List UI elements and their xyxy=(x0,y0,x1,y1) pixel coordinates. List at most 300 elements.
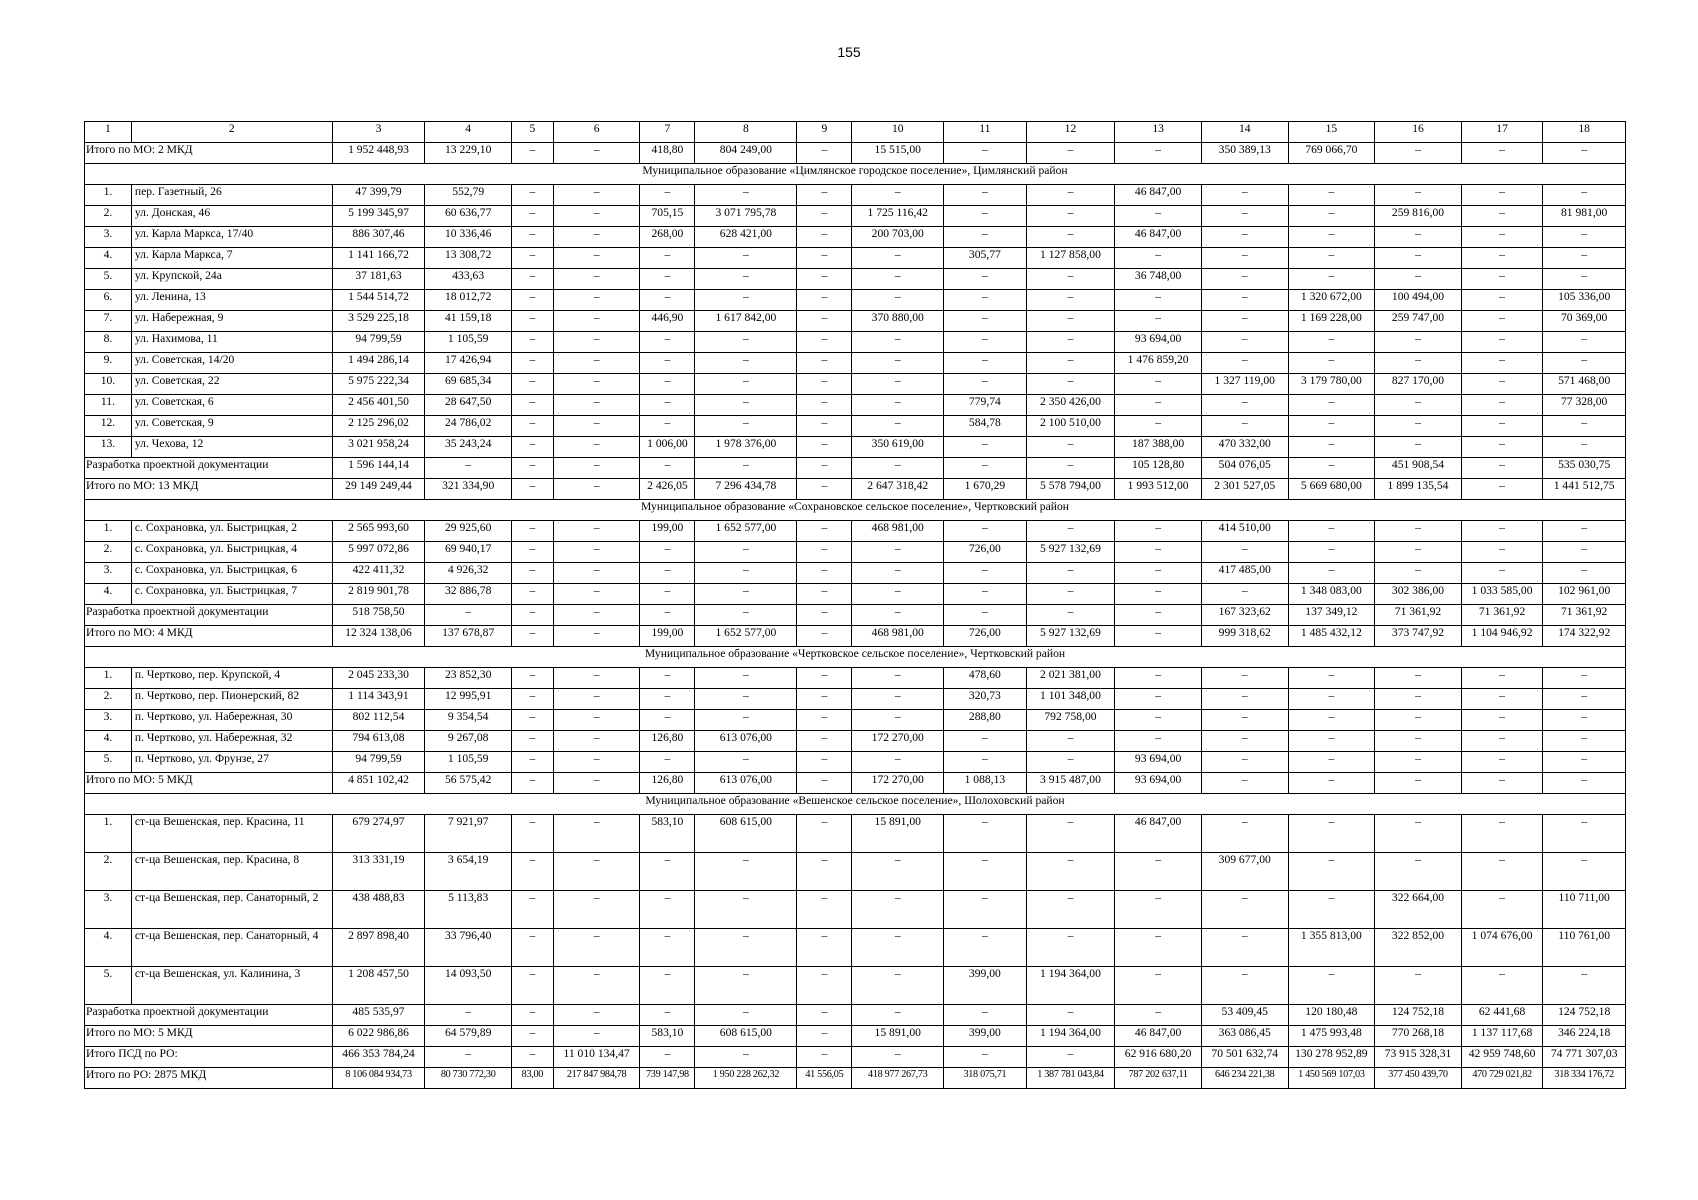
value-cell: – xyxy=(1201,967,1288,1005)
value-cell: 318 334 176,72 xyxy=(1543,1068,1626,1089)
total-row xyxy=(85,1005,1626,1026)
value-cell: 446,90 xyxy=(640,311,695,332)
table-row xyxy=(85,290,1626,311)
value-cell: – xyxy=(640,584,695,605)
value-cell: 53 409,45 xyxy=(1201,1005,1288,1026)
value-cell: – xyxy=(1115,143,1202,164)
value-cell: – xyxy=(944,929,1027,967)
value-cell: 167 323,62 xyxy=(1201,605,1288,626)
section-title: Муниципальное образование «Цимлянское городское поселение», Цимлянский район xyxy=(85,164,1626,185)
value-cell: 466 353 784,24 xyxy=(332,1047,425,1068)
total-label: Итого по МО: 5 МКД xyxy=(85,1026,333,1047)
row-number: 4. xyxy=(85,731,132,752)
value-cell: – xyxy=(944,206,1027,227)
row-number: 4. xyxy=(85,248,132,269)
row-number: 9. xyxy=(85,353,132,374)
value-cell: 1 208 457,50 xyxy=(332,967,425,1005)
value-cell: – xyxy=(553,710,640,731)
value-cell: 1 088,13 xyxy=(944,773,1027,794)
row-number: 3. xyxy=(85,563,132,584)
value-cell: – xyxy=(553,584,640,605)
value-cell: 470 332,00 xyxy=(1201,437,1288,458)
value-cell: – xyxy=(1026,1047,1115,1068)
value-cell: 2 350 426,00 xyxy=(1026,395,1115,416)
value-cell: 6 022 986,86 xyxy=(332,1026,425,1047)
value-cell: – xyxy=(1026,227,1115,248)
value-cell: 70 369,00 xyxy=(1543,311,1626,332)
value-cell: – xyxy=(553,437,640,458)
value-cell: – xyxy=(1461,689,1543,710)
address-cell: ул. Нахимова, 11 xyxy=(131,332,332,353)
value-cell: 705,15 xyxy=(640,206,695,227)
value-cell: 318 075,71 xyxy=(944,1068,1027,1089)
value-cell: – xyxy=(852,668,944,689)
value-cell: – xyxy=(852,605,944,626)
value-cell: 451 908,54 xyxy=(1375,458,1462,479)
value-cell: 3 071 795,78 xyxy=(695,206,797,227)
value-cell: – xyxy=(1461,815,1543,853)
total-row xyxy=(85,143,1626,164)
column-header: 8 xyxy=(695,122,797,143)
value-cell: – xyxy=(1115,563,1202,584)
value-cell: – xyxy=(1026,332,1115,353)
value-cell: 886 307,46 xyxy=(332,227,425,248)
address-cell: ст-ца Вешенская, пер. Красина, 8 xyxy=(131,853,332,891)
total-label: Итого по РО: 2875 МКД xyxy=(85,1068,333,1089)
value-cell: 613 076,00 xyxy=(695,731,797,752)
value-cell: 399,00 xyxy=(944,967,1027,1005)
value-cell: – xyxy=(944,1047,1027,1068)
total-row xyxy=(85,773,1626,794)
address-cell: ул. Набережная, 9 xyxy=(131,311,332,332)
value-cell: – xyxy=(1461,542,1543,563)
value-cell: – xyxy=(1461,563,1543,584)
value-cell: – xyxy=(797,206,852,227)
value-cell: – xyxy=(695,332,797,353)
value-cell: 1 978 376,00 xyxy=(695,437,797,458)
value-cell: – xyxy=(1375,853,1462,891)
value-cell: 1 141 166,72 xyxy=(332,248,425,269)
value-cell: 199,00 xyxy=(640,626,695,647)
value-cell: – xyxy=(944,311,1027,332)
column-header: 17 xyxy=(1461,122,1543,143)
value-cell: – xyxy=(1115,710,1202,731)
value-cell: 7 921,97 xyxy=(425,815,512,853)
address-cell: п. Чертково, пер. Крупской, 4 xyxy=(131,668,332,689)
column-header: 7 xyxy=(640,122,695,143)
value-cell: 64 579,89 xyxy=(425,1026,512,1047)
value-cell: – xyxy=(512,374,554,395)
row-number: 4. xyxy=(85,929,132,967)
table-row xyxy=(85,248,1626,269)
value-cell: 438 488,83 xyxy=(332,891,425,929)
value-cell: – xyxy=(1375,668,1462,689)
value-cell: – xyxy=(944,605,1027,626)
table-row xyxy=(85,853,1626,891)
value-cell: – xyxy=(944,752,1027,773)
value-cell: – xyxy=(944,437,1027,458)
row-number: 2. xyxy=(85,542,132,563)
value-cell: 504 076,05 xyxy=(1201,458,1288,479)
value-cell: – xyxy=(640,563,695,584)
value-cell: 5 997 072,86 xyxy=(332,542,425,563)
value-cell: 478,60 xyxy=(944,668,1027,689)
value-cell: 1 485 432,12 xyxy=(1288,626,1375,647)
value-cell: 46 847,00 xyxy=(1115,1026,1202,1047)
value-cell: – xyxy=(1375,521,1462,542)
value-cell: – xyxy=(425,458,512,479)
row-number: 3. xyxy=(85,710,132,731)
row-number: 4. xyxy=(85,584,132,605)
value-cell: 794 613,08 xyxy=(332,731,425,752)
total-label: Итого по МО: 5 МКД xyxy=(85,773,333,794)
value-cell: – xyxy=(553,206,640,227)
row-number: 12. xyxy=(85,416,132,437)
value-cell: – xyxy=(553,311,640,332)
value-cell: 1 104 946,92 xyxy=(1461,626,1543,647)
value-cell: 1 105,59 xyxy=(425,752,512,773)
value-cell: – xyxy=(944,563,1027,584)
value-cell: – xyxy=(695,891,797,929)
value-cell: 15 515,00 xyxy=(852,143,944,164)
value-cell: – xyxy=(797,416,852,437)
value-cell: – xyxy=(852,185,944,206)
value-cell: – xyxy=(797,395,852,416)
value-cell: – xyxy=(553,668,640,689)
value-cell: – xyxy=(553,374,640,395)
value-cell: – xyxy=(512,311,554,332)
value-cell: – xyxy=(512,773,554,794)
value-cell: – xyxy=(553,731,640,752)
value-cell: – xyxy=(553,689,640,710)
value-cell: – xyxy=(1288,521,1375,542)
value-cell: 93 694,00 xyxy=(1115,332,1202,353)
value-cell: – xyxy=(640,853,695,891)
value-cell: 792 758,00 xyxy=(1026,710,1115,731)
value-cell: 46 847,00 xyxy=(1115,815,1202,853)
column-header: 15 xyxy=(1288,122,1375,143)
value-cell: 1 544 514,72 xyxy=(332,290,425,311)
value-cell: – xyxy=(797,374,852,395)
value-cell: – xyxy=(1543,668,1626,689)
value-cell: 1 320 672,00 xyxy=(1288,290,1375,311)
value-cell: – xyxy=(512,668,554,689)
value-cell: – xyxy=(695,1047,797,1068)
value-cell: – xyxy=(1288,458,1375,479)
value-cell: – xyxy=(512,479,554,500)
value-cell: 80 730 772,30 xyxy=(425,1068,512,1089)
value-cell: – xyxy=(1461,185,1543,206)
value-cell: 1 127 858,00 xyxy=(1026,248,1115,269)
value-cell: – xyxy=(425,1005,512,1026)
value-cell: 3 179 780,00 xyxy=(1288,374,1375,395)
table-row xyxy=(85,311,1626,332)
value-cell: 74 771 307,03 xyxy=(1543,1047,1626,1068)
section-title: Муниципальное образование «Чертковское сельское поселение», Чертковский район xyxy=(85,647,1626,668)
value-cell: – xyxy=(944,521,1027,542)
value-cell: – xyxy=(553,1026,640,1047)
value-cell: – xyxy=(1543,521,1626,542)
value-cell: – xyxy=(797,1047,852,1068)
value-cell: – xyxy=(695,967,797,1005)
value-cell: 399,00 xyxy=(944,1026,1027,1047)
value-cell: 322 852,00 xyxy=(1375,929,1462,967)
value-cell: 769 066,70 xyxy=(1288,143,1375,164)
value-cell: 804 249,00 xyxy=(695,143,797,164)
value-cell: 12 995,91 xyxy=(425,689,512,710)
table-row xyxy=(85,374,1626,395)
value-cell: – xyxy=(1115,206,1202,227)
total-row xyxy=(85,1068,1626,1089)
value-cell: 110 761,00 xyxy=(1543,929,1626,967)
value-cell: – xyxy=(1543,269,1626,290)
value-cell: 1 033 585,00 xyxy=(1461,584,1543,605)
value-cell: – xyxy=(944,891,1027,929)
value-cell: 174 322,92 xyxy=(1543,626,1626,647)
value-cell: 1 387 781 043,84 xyxy=(1026,1068,1115,1089)
value-cell: 46 847,00 xyxy=(1115,185,1202,206)
table-row xyxy=(85,929,1626,967)
value-cell: – xyxy=(852,1047,944,1068)
column-header-row xyxy=(85,122,1626,143)
value-cell: – xyxy=(944,143,1027,164)
value-cell: – xyxy=(640,416,695,437)
value-cell: – xyxy=(1026,143,1115,164)
value-cell: 71 361,92 xyxy=(1461,605,1543,626)
value-cell: – xyxy=(852,332,944,353)
section-title: Муниципальное образование «Сохрановское сельское поселение», Чертковский район xyxy=(85,500,1626,521)
address-cell: с. Сохрановка, ул. Быстрицкая, 4 xyxy=(131,542,332,563)
value-cell: – xyxy=(944,731,1027,752)
value-cell: 2 100 510,00 xyxy=(1026,416,1115,437)
value-cell: – xyxy=(695,248,797,269)
address-cell: ул. Ленина, 13 xyxy=(131,290,332,311)
value-cell: – xyxy=(1288,185,1375,206)
value-cell: 679 274,97 xyxy=(332,815,425,853)
value-cell: – xyxy=(852,395,944,416)
value-cell: – xyxy=(852,967,944,1005)
value-cell: – xyxy=(512,815,554,853)
value-cell: – xyxy=(797,290,852,311)
value-cell: – xyxy=(1201,731,1288,752)
value-cell: 36 748,00 xyxy=(1115,269,1202,290)
value-cell: – xyxy=(1461,752,1543,773)
value-cell: – xyxy=(512,458,554,479)
value-cell: – xyxy=(1461,311,1543,332)
value-cell: 322 664,00 xyxy=(1375,891,1462,929)
table-row xyxy=(85,668,1626,689)
value-cell: – xyxy=(640,929,695,967)
value-cell: – xyxy=(1461,206,1543,227)
value-cell: 17 426,94 xyxy=(425,353,512,374)
value-cell: – xyxy=(640,967,695,1005)
value-cell: 377 450 439,70 xyxy=(1375,1068,1462,1089)
total-row xyxy=(85,605,1626,626)
row-number: 1. xyxy=(85,668,132,689)
value-cell: 102 961,00 xyxy=(1543,584,1626,605)
row-number: 3. xyxy=(85,227,132,248)
value-cell: 12 324 138,06 xyxy=(332,626,425,647)
value-cell: – xyxy=(1026,891,1115,929)
value-cell: 321 334,90 xyxy=(425,479,512,500)
value-cell: – xyxy=(695,269,797,290)
value-cell: – xyxy=(1201,891,1288,929)
value-cell: 1 194 364,00 xyxy=(1026,967,1115,1005)
value-cell: – xyxy=(695,1005,797,1026)
value-cell: 199,00 xyxy=(640,521,695,542)
value-cell: – xyxy=(1461,521,1543,542)
value-cell: – xyxy=(797,542,852,563)
address-cell: ст-ца Вешенская, пер. Санаторный, 2 xyxy=(131,891,332,929)
value-cell: – xyxy=(1461,668,1543,689)
value-cell: – xyxy=(852,1005,944,1026)
value-cell: – xyxy=(1115,626,1202,647)
value-cell: – xyxy=(1375,773,1462,794)
value-cell: – xyxy=(640,353,695,374)
value-cell: 608 615,00 xyxy=(695,1026,797,1047)
value-cell: – xyxy=(553,773,640,794)
address-cell: ул. Чехова, 12 xyxy=(131,437,332,458)
value-cell: – xyxy=(1201,929,1288,967)
value-cell: – xyxy=(797,227,852,248)
value-cell: 137 349,12 xyxy=(1288,605,1375,626)
row-number: 8. xyxy=(85,332,132,353)
value-cell: – xyxy=(1288,563,1375,584)
row-number: 1. xyxy=(85,815,132,853)
value-cell: – xyxy=(1201,416,1288,437)
value-cell: 137 678,87 xyxy=(425,626,512,647)
value-cell: – xyxy=(1288,853,1375,891)
page-number: 155 xyxy=(837,44,861,60)
value-cell: 313 331,19 xyxy=(332,853,425,891)
value-cell: 5 113,83 xyxy=(425,891,512,929)
value-cell: 2 301 527,05 xyxy=(1201,479,1288,500)
value-cell: – xyxy=(1201,752,1288,773)
table-row xyxy=(85,710,1626,731)
value-cell: – xyxy=(553,521,640,542)
value-cell: 1 441 512,75 xyxy=(1543,479,1626,500)
value-cell: – xyxy=(797,563,852,584)
row-number: 5. xyxy=(85,967,132,1005)
value-cell: 2 456 401,50 xyxy=(332,395,425,416)
value-cell: – xyxy=(1288,332,1375,353)
value-cell: 288,80 xyxy=(944,710,1027,731)
value-cell: – xyxy=(1201,773,1288,794)
value-cell: – xyxy=(1115,731,1202,752)
value-cell: – xyxy=(1115,521,1202,542)
value-cell: 71 361,92 xyxy=(1375,605,1462,626)
value-cell: – xyxy=(512,731,554,752)
value-cell: – xyxy=(1201,689,1288,710)
section-header-row xyxy=(85,647,1626,668)
value-cell: 1 450 569 107,03 xyxy=(1288,1068,1375,1089)
value-cell: – xyxy=(797,248,852,269)
value-cell: – xyxy=(1375,353,1462,374)
column-header: 2 xyxy=(131,122,332,143)
value-cell: 83,00 xyxy=(512,1068,554,1089)
value-cell: – xyxy=(944,815,1027,853)
column-header: 1 xyxy=(85,122,132,143)
value-cell: – xyxy=(1461,269,1543,290)
value-cell: – xyxy=(797,668,852,689)
value-cell: – xyxy=(1201,395,1288,416)
value-cell: – xyxy=(1201,185,1288,206)
value-cell: 613 076,00 xyxy=(695,773,797,794)
value-cell: 71 361,92 xyxy=(1543,605,1626,626)
value-cell: 1 952 448,93 xyxy=(332,143,425,164)
value-cell: – xyxy=(512,143,554,164)
value-cell: – xyxy=(695,458,797,479)
value-cell: 120 180,48 xyxy=(1288,1005,1375,1026)
row-number: 1. xyxy=(85,521,132,542)
address-cell: с. Сохрановка, ул. Быстрицкая, 7 xyxy=(131,584,332,605)
address-cell: пер. Газетный, 26 xyxy=(131,185,332,206)
data-table xyxy=(84,121,1626,1089)
address-cell: ул. Советская, 9 xyxy=(131,416,332,437)
value-cell: – xyxy=(512,416,554,437)
value-cell: 1 596 144,14 xyxy=(332,458,425,479)
value-cell: – xyxy=(1026,290,1115,311)
value-cell: – xyxy=(1288,206,1375,227)
value-cell: – xyxy=(1543,416,1626,437)
value-cell: 11 010 134,47 xyxy=(553,1047,640,1068)
value-cell: – xyxy=(852,416,944,437)
value-cell: – xyxy=(640,395,695,416)
value-cell: – xyxy=(797,1005,852,1026)
value-cell: – xyxy=(512,185,554,206)
value-cell: – xyxy=(695,416,797,437)
value-cell: – xyxy=(1375,416,1462,437)
value-cell: – xyxy=(512,353,554,374)
value-cell: 583,10 xyxy=(640,1026,695,1047)
value-cell: – xyxy=(1115,668,1202,689)
value-cell: – xyxy=(1543,332,1626,353)
value-cell: – xyxy=(640,891,695,929)
value-cell: – xyxy=(1201,542,1288,563)
value-cell: – xyxy=(852,374,944,395)
value-cell: – xyxy=(1115,929,1202,967)
total-row xyxy=(85,1026,1626,1047)
value-cell: – xyxy=(512,332,554,353)
value-cell: 62 916 680,20 xyxy=(1115,1047,1202,1068)
value-cell: – xyxy=(640,332,695,353)
value-cell: – xyxy=(1201,710,1288,731)
value-cell: 350 389,13 xyxy=(1201,143,1288,164)
column-header: 4 xyxy=(425,122,512,143)
value-cell: 1 475 993,48 xyxy=(1288,1026,1375,1047)
address-cell: п. Чертково, ул. Набережная, 30 xyxy=(131,710,332,731)
value-cell: – xyxy=(512,752,554,773)
value-cell: 1 476 859,20 xyxy=(1115,353,1202,374)
value-cell: – xyxy=(1115,395,1202,416)
table-row xyxy=(85,269,1626,290)
value-cell: – xyxy=(695,353,797,374)
value-cell: – xyxy=(512,542,554,563)
value-cell: – xyxy=(512,584,554,605)
value-cell: 726,00 xyxy=(944,626,1027,647)
value-cell: – xyxy=(695,668,797,689)
value-cell: – xyxy=(553,353,640,374)
value-cell: 418 977 267,73 xyxy=(852,1068,944,1089)
value-cell: 552,79 xyxy=(425,185,512,206)
value-cell: – xyxy=(695,563,797,584)
value-cell: – xyxy=(1375,227,1462,248)
value-cell: 14 093,50 xyxy=(425,967,512,1005)
value-cell: – xyxy=(695,185,797,206)
address-cell: ул. Советская, 22 xyxy=(131,374,332,395)
value-cell: – xyxy=(1543,689,1626,710)
value-cell: 56 575,42 xyxy=(425,773,512,794)
